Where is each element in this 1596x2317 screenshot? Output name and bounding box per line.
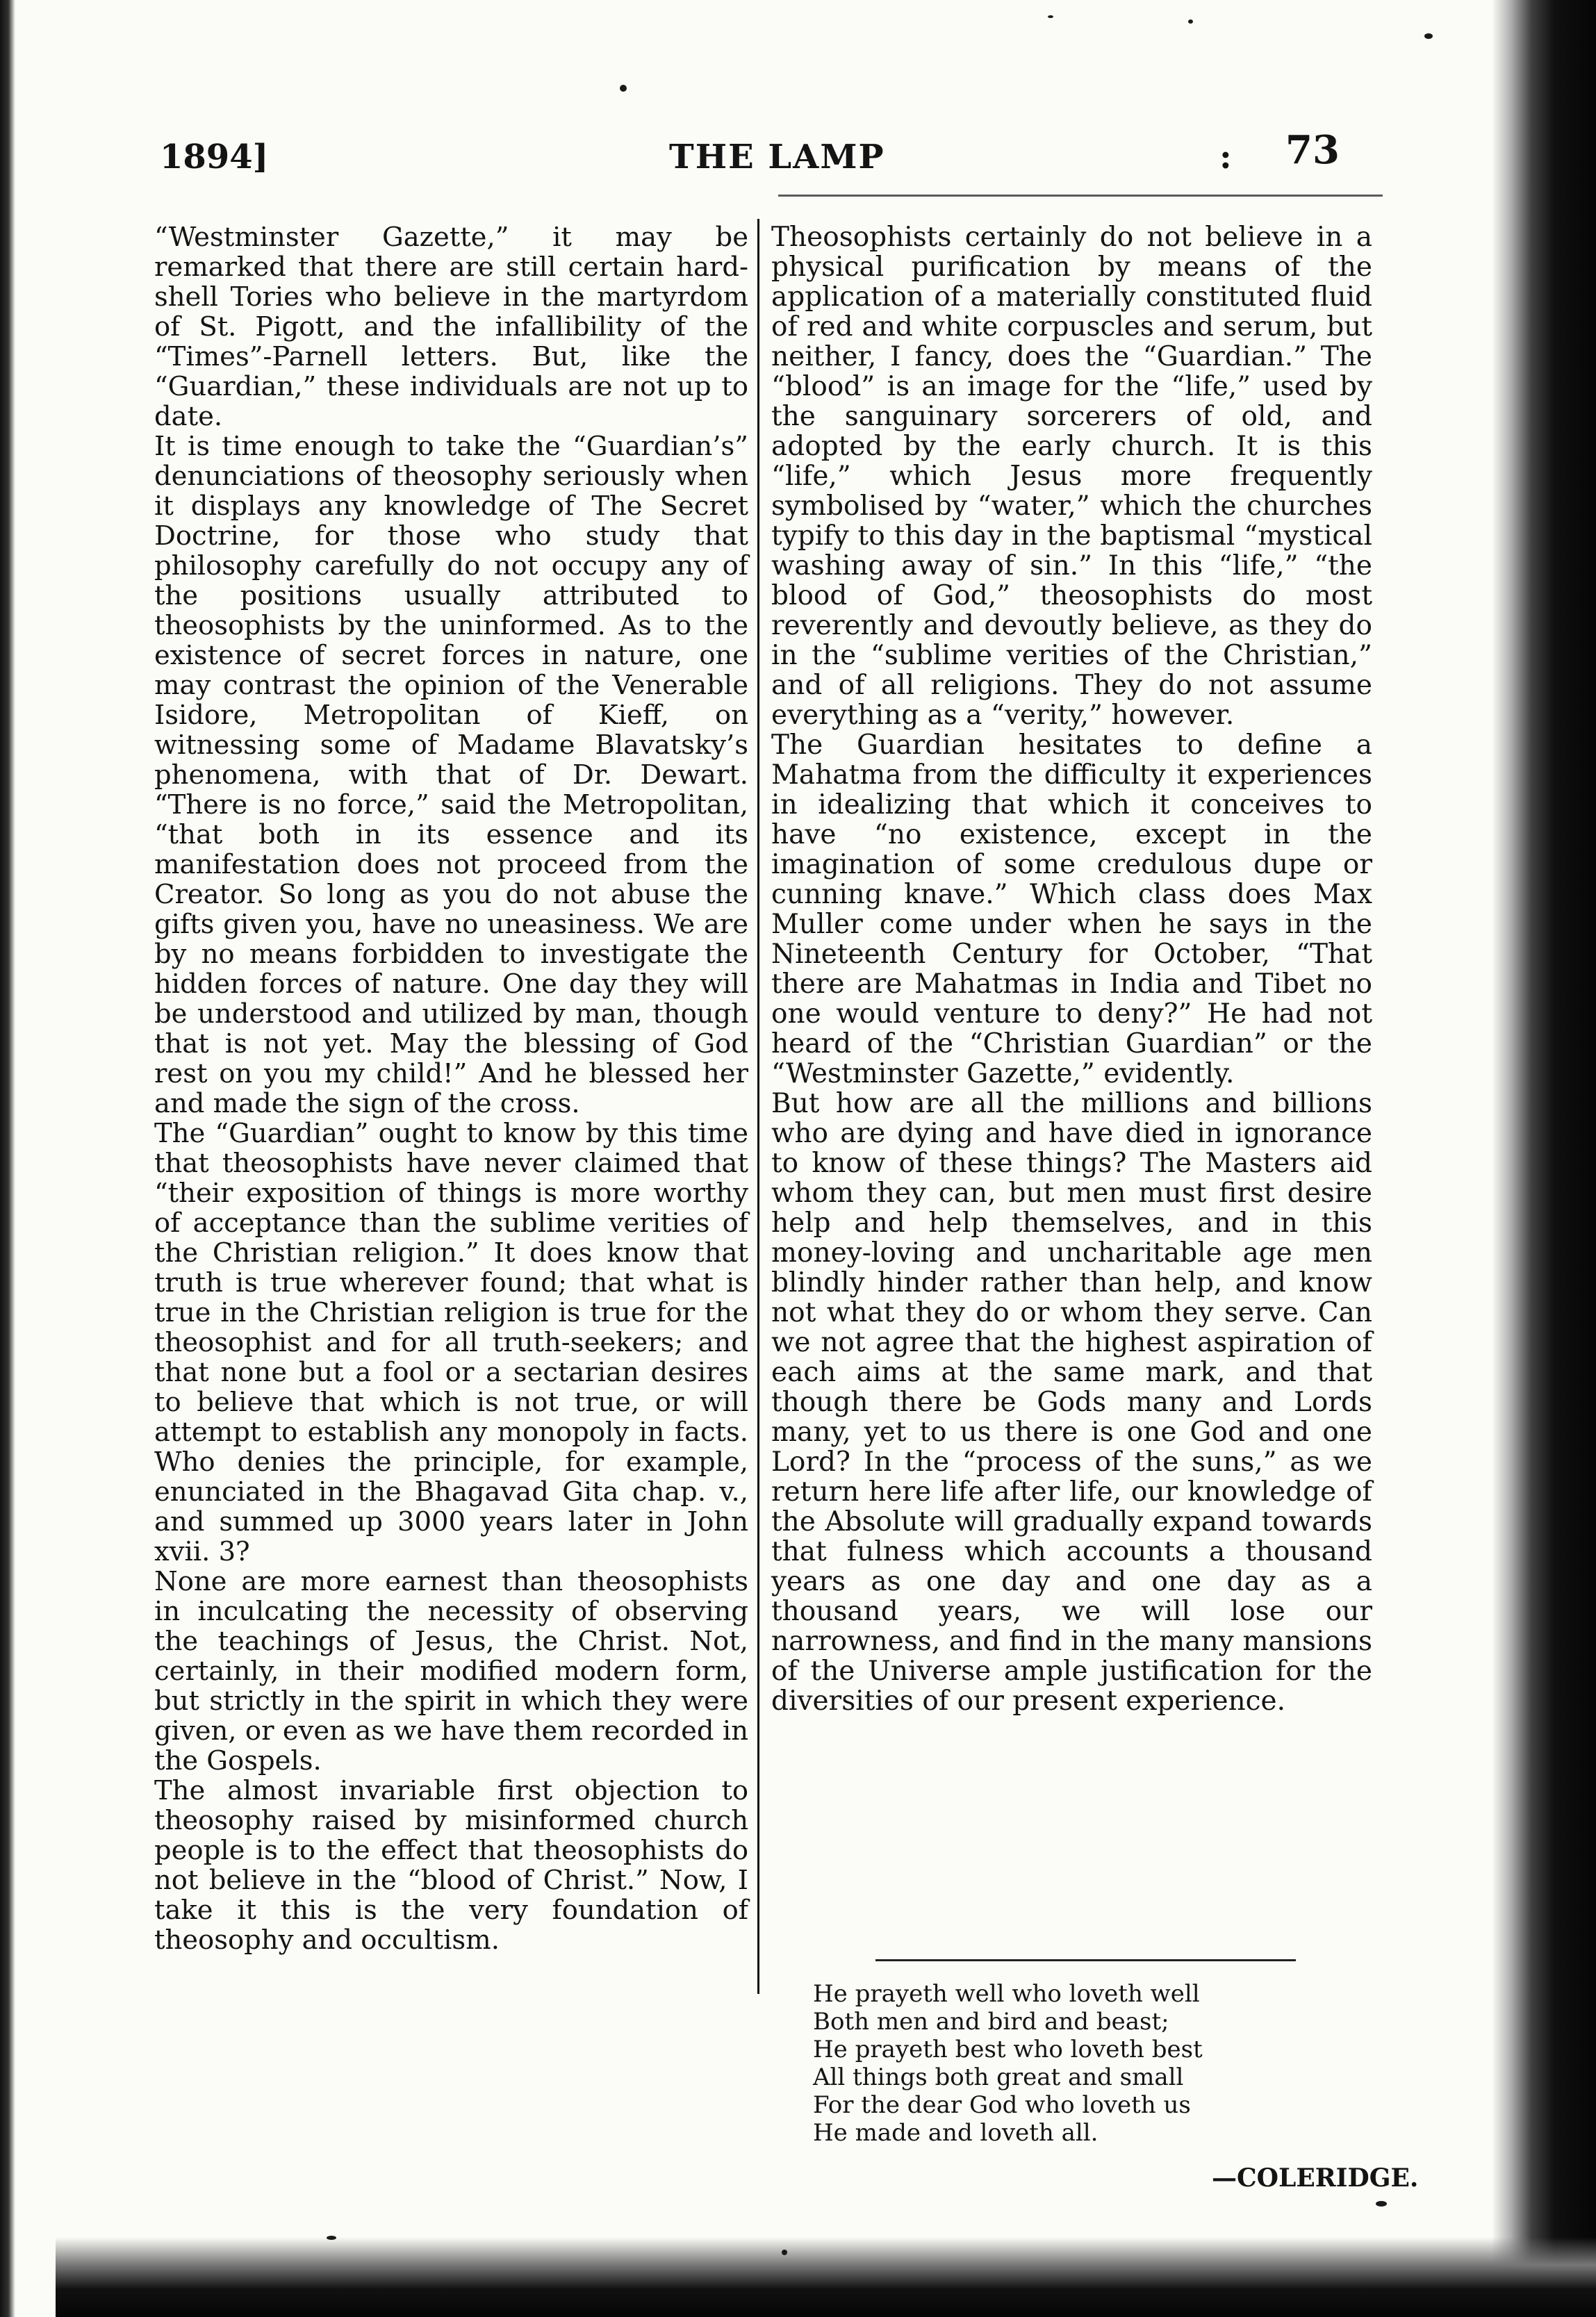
article-paragraph: It is time enough to take the “Guardian’s” denunciations of theosophy seriously when it displays any knowledge of The Secret Doctrine, for those who study that philosophy carefully do not occupy any of the positions usually attributed to theosophists by the uninformed. As to the existence of secret forces in nature, one may contrast the opinion of the Venerable Isidore, Metropolitan of Kieff, on witnessing some of Madame Blavatsky’s phenomena, with that of Dr. Dewart. “There is no force,” said the Metropolitan, “that both in its essence and its manifestation does not proceed from the Creator. So long as you do not abuse the gifts given you, have no uneasiness. We are by no means forbidden to investigate the hidden forces of nature. One day they will be understood and utilized by man, though that is not yet. May the blessing of God rest on you my child!” And he blessed her and made the sign of the cross. xyxy=(154,431,748,1119)
bottom-page-edge-shadow xyxy=(56,2237,1596,2317)
article-paragraph: But how are all the millions and billions who are dying and have died in ignorance to know of these things? The Masters aid whom they can, but men must first desire help and help themselves, and in this money-loving and uncharitable age men blindly hinder rather than help, and know not what they do or whom they serve. Can we not agree that the highest aspiration of each aims at the same mark, and that though there be Gods many and Lords many, yet to us there is one God and one Lord? In the “process of the suns,” as we return here life after life, our knowledge of the Absolute will gradually expand towards that fulness which accounts a thousand years as one day and one day as a thousand years, we will lose our narrowness, and find in the many mansions of the Universe ample justification for the diversities of our present experience. xyxy=(771,1088,1372,1717)
poem-line: All things both great and small xyxy=(813,2063,1184,2091)
article-paragraph: The Guardian hesitates to define a Mahatma from the difficulty it experiences in idealizing that which it conceives to have “no existence, except in the imagination of some credulous dupe or cunning knave.” Which class does Max Muller come under when he says in the Nineteenth Century for October, “That there are Mahatmas in India and Tibet no one would venture to deny?” He had not heard of the “Christian Guardian” or the “Westminster Gazette,” evidently. xyxy=(771,729,1372,1089)
scan-speck xyxy=(1188,19,1193,24)
coleridge-poem xyxy=(813,1980,1383,2147)
poem-line: Both men and bird and beast; xyxy=(813,2008,1169,2036)
page-number: 73 xyxy=(1285,127,1340,173)
running-title: THE LAMP xyxy=(669,138,885,176)
scan-speck xyxy=(1424,33,1433,39)
right-text-column xyxy=(771,222,1372,1716)
article-paragraph: The “Guardian” ought to know by this time that theosophists have never claimed that “their exposition of things is more worthy of acceptance than the sublime verities of the Christian religion.” It does know that truth is true wherever found; that what is true in the Christian religion is true for the theosophist and for all truth-seekers; and that none but a fool or a sectarian desires to believe that which is not true, or will attempt to establish any monopoly in facts. Who denies the principle, for example, enunciated in the Bhagavad Gita chap. v., and summed up 3000 years later in John xvii. 3? xyxy=(154,1118,748,1567)
poem-line: For the dear God who loveth us xyxy=(813,2091,1191,2119)
scan-speck xyxy=(327,2236,336,2240)
left-page-edge-shadow xyxy=(0,0,15,2317)
header-rule xyxy=(778,195,1383,197)
article-paragraph: Theosophists certainly do not believe in a physical purification by means of the application of a materially constituted fluid of red and white corpuscles and serum, but neither, I fancy, does the “Guardian.” The “blood” is an image for the “life,” used by the sanguinary sorcerers of old, and adopted by the early church. It is this “life,” which Jesus more frequently symbolised by “water,” which the churches typify to this day in the baptismal “mystical washing away of sin.” In this “life,” “the blood of God,” theosophists do most reverently and devoutly believe, as they do in the “sublime verities of the Christian,” and of all religions. They do not assume everything as a “verity,” however. xyxy=(771,222,1372,731)
article-paragraph: None are more earnest than theosophists in inculcating the necessity of observing the teachings of Jesus, the Christ. Not, certainly, in their modified modern form, but strictly in the spirit in which they were given, or even as we have them recorded in the Gospels. xyxy=(154,1566,748,1776)
scan-speck xyxy=(1048,15,1053,18)
scan-speck xyxy=(620,85,627,92)
poem-line: He prayeth best who loveth best xyxy=(813,2036,1203,2063)
header-colon: : xyxy=(1219,138,1232,176)
scan-speck xyxy=(782,2250,787,2255)
article-paragraph: “Westminster Gazette,” it may be remarked that there are still certain hard-shell Tories who believe in the martyrdom of St. Pigott, and the infallibility of the “Times”-Parnell letters. But, like the “Guardian,” these individuals are not up to date. xyxy=(154,222,748,432)
issue-year: 1894] xyxy=(160,138,269,176)
column-divider xyxy=(757,219,759,1994)
left-text-column xyxy=(154,222,748,1955)
page-header xyxy=(160,126,1410,182)
scan-speck xyxy=(1376,2201,1387,2207)
poem-line: He made and loveth all. xyxy=(813,2119,1099,2147)
poem-separator-rule xyxy=(875,1959,1296,1961)
article-paragraph: The almost invariable first objection to theosophy raised by misinformed church people is to the effect that theosophists do not believe in the “blood of Christ.” Now, I take it this is the very foundation of theosophy and occultism. xyxy=(154,1775,748,1956)
poem-attribution: —COLERIDGE. xyxy=(1212,2163,1419,2193)
right-page-edge-shadow xyxy=(1492,0,1596,2317)
poem-line: He prayeth well who loveth well xyxy=(813,1980,1200,2008)
